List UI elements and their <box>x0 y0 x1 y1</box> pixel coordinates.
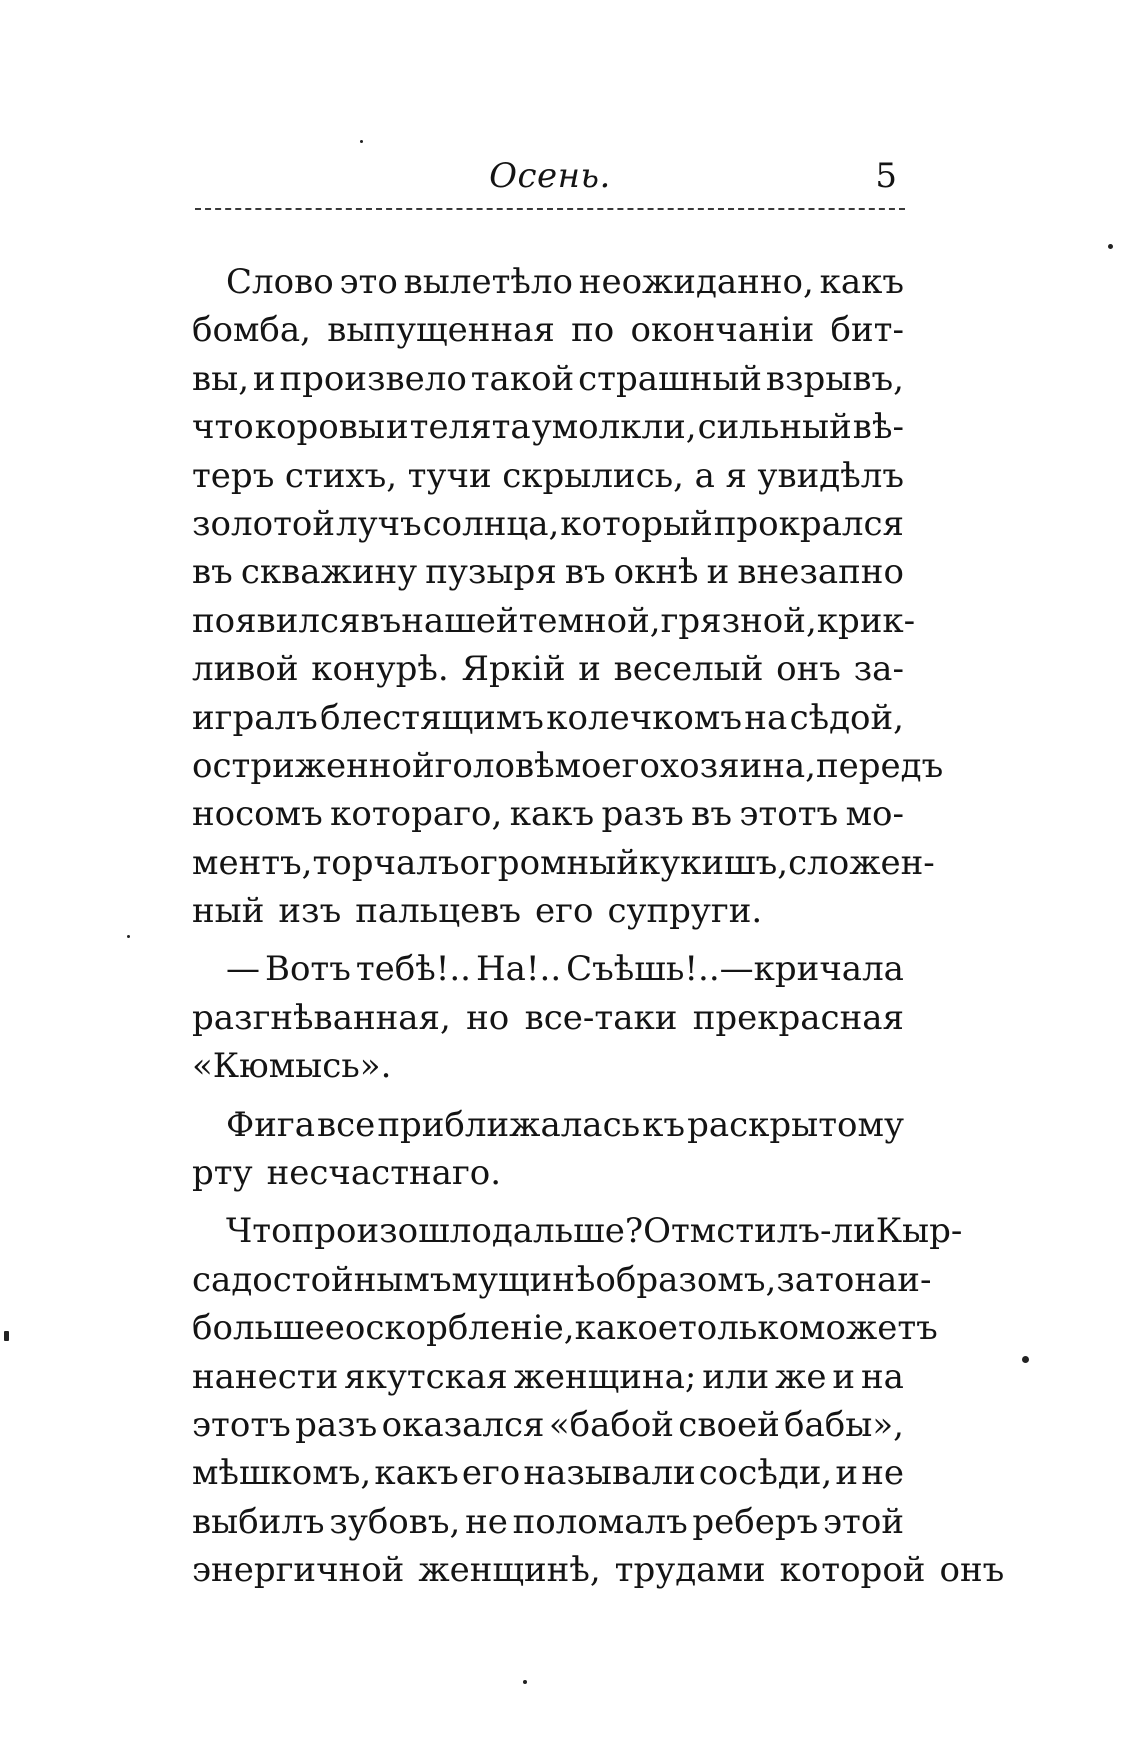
word: неожиданно, <box>578 262 814 302</box>
word: тучи <box>407 455 492 496</box>
word: Слово <box>226 262 334 302</box>
word: не <box>861 1453 904 1494</box>
word: разъ <box>601 794 684 835</box>
word: такой <box>470 358 575 399</box>
text-line <box>192 1449 904 1497</box>
word: достойнымъ <box>231 1259 452 1300</box>
word: энергичной <box>192 1550 405 1591</box>
word: какъ <box>374 1453 459 1494</box>
text-line <box>192 452 904 500</box>
word: блестящимъ <box>320 697 544 738</box>
word: ливой <box>192 649 299 690</box>
word: мѣшкомъ, <box>192 1453 372 1494</box>
word: игралъ <box>192 697 318 738</box>
word: называли <box>523 1453 696 1494</box>
word: нашей <box>401 600 519 641</box>
word: своей <box>678 1404 780 1445</box>
body-text <box>192 258 1005 1595</box>
word: сильный <box>697 407 852 448</box>
word: разъ <box>295 1404 378 1445</box>
word: умолкли, <box>531 407 697 448</box>
text-line <box>192 597 916 645</box>
running-title: Осень. <box>489 156 611 196</box>
word: выбилъ <box>192 1501 325 1542</box>
word: но <box>466 997 510 1038</box>
text-line <box>192 1498 904 1546</box>
word: нанести <box>192 1356 339 1397</box>
scan-speck <box>360 140 363 143</box>
word: головѣ <box>434 745 555 786</box>
word: солнца, <box>422 503 560 544</box>
paragraph-gap <box>192 935 904 945</box>
word: увидѣлъ <box>757 455 904 496</box>
word: Вотъ <box>264 949 351 990</box>
word: прекрасная <box>692 997 904 1038</box>
word: вылетѣло <box>403 262 573 302</box>
word: который <box>560 503 713 544</box>
text-line <box>192 994 904 1042</box>
word: телята <box>409 407 531 448</box>
word: какъ <box>819 262 904 302</box>
word: произвело <box>279 358 467 399</box>
word: пальцевъ <box>355 891 522 932</box>
word: «бабой <box>548 1404 674 1445</box>
word: что <box>192 407 254 448</box>
word: реберъ <box>692 1501 819 1542</box>
word: женщинѣ, <box>418 1550 601 1591</box>
word: сосѣди, <box>698 1453 833 1494</box>
word: по <box>571 310 615 351</box>
word: и <box>832 1356 856 1397</box>
text-line <box>192 1042 904 1090</box>
word: къ <box>642 1104 686 1145</box>
word: за- <box>853 649 904 690</box>
word: въ <box>192 552 233 593</box>
word: ментъ, <box>192 842 313 883</box>
word: его <box>461 1453 521 1494</box>
text-line <box>192 1304 938 1352</box>
paragraph-gap <box>192 1197 904 1207</box>
word: мо- <box>845 794 904 835</box>
word: оказался <box>381 1404 545 1445</box>
scan-speck <box>1022 1356 1029 1363</box>
word: какое <box>574 1308 678 1349</box>
word: остриженной <box>192 745 435 786</box>
text-line <box>192 645 904 693</box>
paragraph <box>192 1207 1005 1594</box>
paragraph-gap <box>192 1091 904 1101</box>
word: и <box>385 407 409 448</box>
word: тебѣ!.. <box>355 949 471 990</box>
word: несчастнаго. <box>266 1153 502 1194</box>
word: мущинѣ <box>451 1259 596 1300</box>
word: огромный <box>459 842 639 883</box>
word: Яркій <box>461 649 566 690</box>
text-line <box>192 887 904 935</box>
paragraph <box>192 258 944 935</box>
word: взрывъ, <box>765 358 904 399</box>
word: бит- <box>830 310 904 351</box>
word: этотъ <box>192 1404 291 1445</box>
word: наи- <box>854 1259 932 1300</box>
word: только <box>677 1308 800 1349</box>
text-line <box>192 500 904 548</box>
word: торчалъ <box>312 842 460 883</box>
word: окнѣ <box>613 552 699 593</box>
word: конурѣ. <box>311 649 449 690</box>
word: же <box>775 1356 827 1397</box>
word: и <box>706 552 730 593</box>
word: на <box>861 1356 904 1397</box>
word: Съѣшь!..—кричала <box>566 949 904 990</box>
word: не <box>465 1501 508 1542</box>
text-line <box>192 1353 904 1401</box>
word: изъ <box>278 891 342 932</box>
text-line <box>192 1256 932 1304</box>
word: и <box>252 358 276 399</box>
word: Фига <box>226 1104 315 1145</box>
word: теръ <box>192 455 275 496</box>
word: большее <box>192 1308 345 1349</box>
paragraph <box>192 945 904 1090</box>
word: передъ <box>815 745 944 786</box>
word: я <box>725 455 747 496</box>
word: и <box>835 1453 859 1494</box>
text-line <box>192 258 904 306</box>
text-line <box>192 742 944 790</box>
word: какъ <box>509 794 595 835</box>
word: ный <box>192 891 265 932</box>
text-line <box>192 1207 963 1255</box>
word: окончаніи <box>630 310 815 351</box>
word: «Кюмысь». <box>192 1046 392 1087</box>
word: — <box>226 949 260 990</box>
scan-speck <box>523 1680 527 1684</box>
word: грязной, <box>660 600 817 641</box>
page-number: 5 <box>875 156 897 196</box>
text-line <box>192 1101 904 1149</box>
header-rule <box>195 208 905 210</box>
word: приближалась <box>377 1104 641 1145</box>
word: все <box>317 1104 376 1145</box>
text-line <box>192 306 904 354</box>
text-line <box>192 1401 904 1449</box>
word: скважину <box>240 552 418 593</box>
word: моего <box>554 745 660 786</box>
text-line <box>192 403 904 451</box>
word: зубовъ, <box>329 1501 461 1542</box>
word: этой <box>823 1501 904 1542</box>
word: оскорбленіе, <box>344 1308 575 1349</box>
word: кукишъ, <box>638 842 789 883</box>
scan-speck <box>1108 244 1113 249</box>
word: которой <box>779 1550 926 1591</box>
text-line <box>192 548 904 596</box>
word: женщина; <box>513 1356 697 1397</box>
word: онъ <box>776 649 841 690</box>
word: все-таки <box>524 997 678 1038</box>
word: въ <box>691 794 732 835</box>
word: раскрытому <box>687 1104 904 1145</box>
text-line <box>192 790 904 838</box>
paragraph <box>192 1101 904 1198</box>
word: рту <box>192 1153 253 1194</box>
text-line <box>192 839 935 887</box>
word: разгнѣванная, <box>192 997 451 1038</box>
word: сѣдой, <box>789 697 904 738</box>
word: крик- <box>816 600 916 641</box>
text-line <box>192 1149 904 1197</box>
word: веселый <box>613 649 764 690</box>
word: колечкомъ <box>546 697 742 738</box>
word: его <box>535 891 594 932</box>
word: На!.. <box>475 949 562 990</box>
scan-speck <box>4 1331 9 1341</box>
word: или <box>702 1356 770 1397</box>
text-line <box>192 945 904 993</box>
text-line <box>192 1546 1005 1594</box>
word: котораго, <box>330 794 503 835</box>
word: супруги. <box>607 891 763 932</box>
word: вѣ- <box>852 407 904 448</box>
word: на <box>744 697 788 738</box>
word: дальше?Отмстилъ-ли <box>491 1211 876 1252</box>
word: Что <box>226 1211 292 1252</box>
word: это <box>339 262 398 302</box>
word: въ <box>564 552 606 593</box>
word: вы, <box>192 358 250 399</box>
word: стихъ, <box>284 455 398 496</box>
word: внезапно <box>737 552 904 593</box>
word: страшный <box>578 358 762 399</box>
word: Кыр- <box>875 1211 963 1252</box>
word: образомъ, <box>595 1259 777 1300</box>
word: сложен- <box>788 842 935 883</box>
word: якутская <box>344 1356 508 1397</box>
word: а <box>694 455 715 496</box>
word: въ <box>360 600 402 641</box>
word: зато <box>776 1259 855 1300</box>
word: выпущенная <box>327 310 555 351</box>
word: носомъ <box>192 794 323 835</box>
word: скрылись, <box>502 455 684 496</box>
word: произошло <box>291 1211 492 1252</box>
word: золотой <box>192 503 336 544</box>
word: поломалъ <box>512 1501 688 1542</box>
word: онъ <box>939 1550 1005 1591</box>
word: лучъ <box>335 503 422 544</box>
scan-speck <box>127 935 130 938</box>
text-line <box>192 694 904 742</box>
word: хозяина, <box>659 745 816 786</box>
word: можетъ <box>799 1308 938 1349</box>
word: появился <box>192 600 361 641</box>
word: коровы <box>254 407 385 448</box>
word: бабы», <box>784 1404 904 1445</box>
word: этотъ <box>739 794 839 835</box>
word: бомба, <box>192 310 311 351</box>
text-line <box>192 355 904 403</box>
word: темной, <box>518 600 661 641</box>
word: трудами <box>614 1550 766 1591</box>
word: прокрался <box>713 503 904 544</box>
word: и <box>578 649 601 690</box>
running-head <box>195 150 905 210</box>
word: пузыря <box>425 552 557 593</box>
word: са <box>192 1259 232 1300</box>
